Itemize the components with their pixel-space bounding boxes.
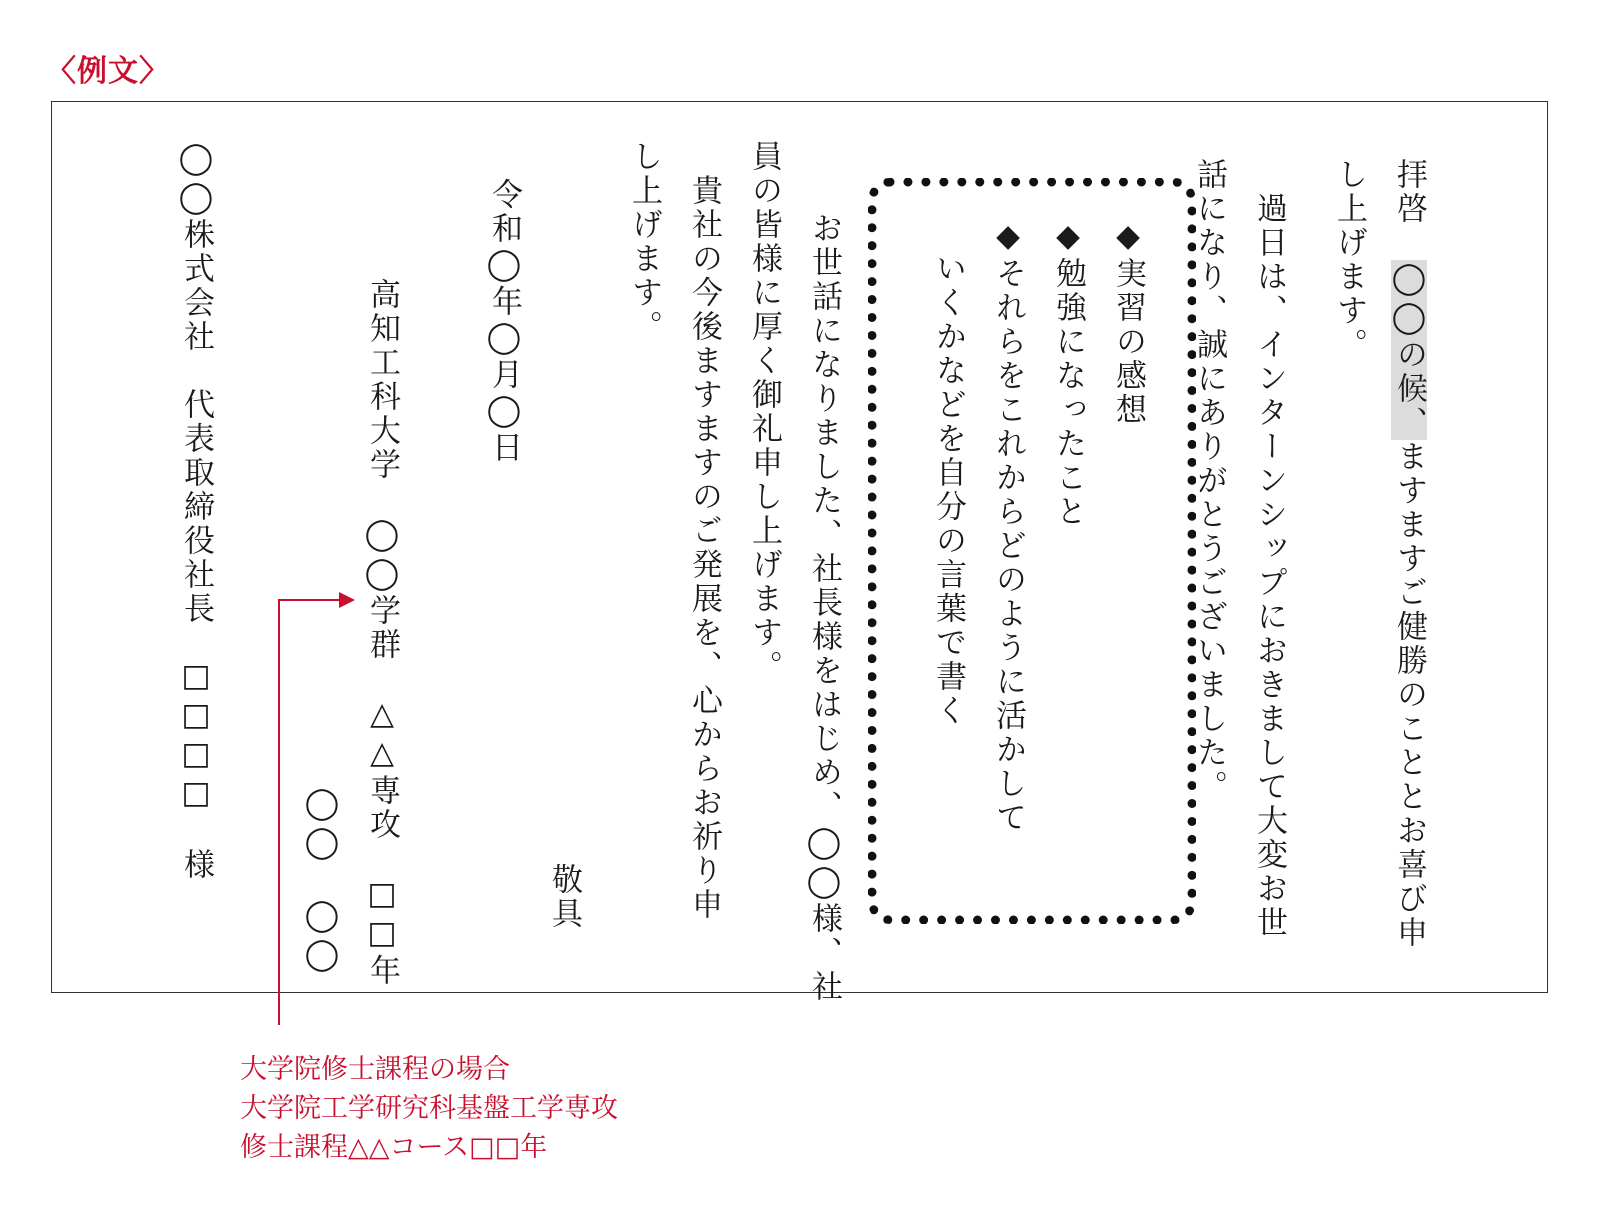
instruction-item: ◆それらをこれからどのように活かして	[990, 218, 1026, 835]
letter-line-6: 員の皆様に厚く御礼申し上げます。	[746, 140, 782, 684]
opening-greeting: 拝啓	[1391, 158, 1427, 260]
closing-word: 敬具	[546, 863, 582, 931]
letter-line-8: し上げます。	[626, 140, 662, 344]
example-heading: 〈例文〉	[46, 54, 170, 89]
letter-line-5: お世話になりました、社長様をはじめ、◯◯様、社	[806, 178, 842, 1004]
note-line: 修士課程△△コース□□年	[240, 1132, 548, 1163]
sender-name: ◯◯ ◯◯	[304, 785, 340, 975]
recipient-company: ◯◯株式会社 代表取締役社長	[178, 140, 214, 626]
letter-line-4: 話になり、誠にありがとうございました。	[1191, 158, 1227, 804]
season-placeholder: ◯◯の候、	[1391, 260, 1427, 440]
note-line: 大学院修士課程の場合	[240, 1054, 510, 1085]
letter-date: 令和◯年◯月◯日	[486, 178, 522, 465]
letter-line-2: し上げます。	[1331, 158, 1367, 362]
graduate-note	[240, 1050, 618, 1167]
sender-university: 高知工科大学 ◯◯学群 △△専攻 □□年	[364, 278, 400, 988]
opening-rest: ますますご健勝のこととお喜び申	[1391, 440, 1427, 950]
instruction-item: ◆実習の感想	[1110, 218, 1146, 427]
letter-line-3: 過日は、インターンシップにおきまして大変お世	[1251, 158, 1287, 940]
recipient-name: □□□□ 様	[178, 658, 214, 882]
letter-line-7: 貴社の今後ますますのご発展を、心からお祈り申	[686, 140, 722, 922]
instruction-item: いくかなどを自分の言葉で書く	[930, 218, 966, 728]
instruction-item: ◆勉強になったこと	[1050, 218, 1086, 529]
note-line: 大学院工学研究科基盤工学専攻	[240, 1093, 618, 1124]
